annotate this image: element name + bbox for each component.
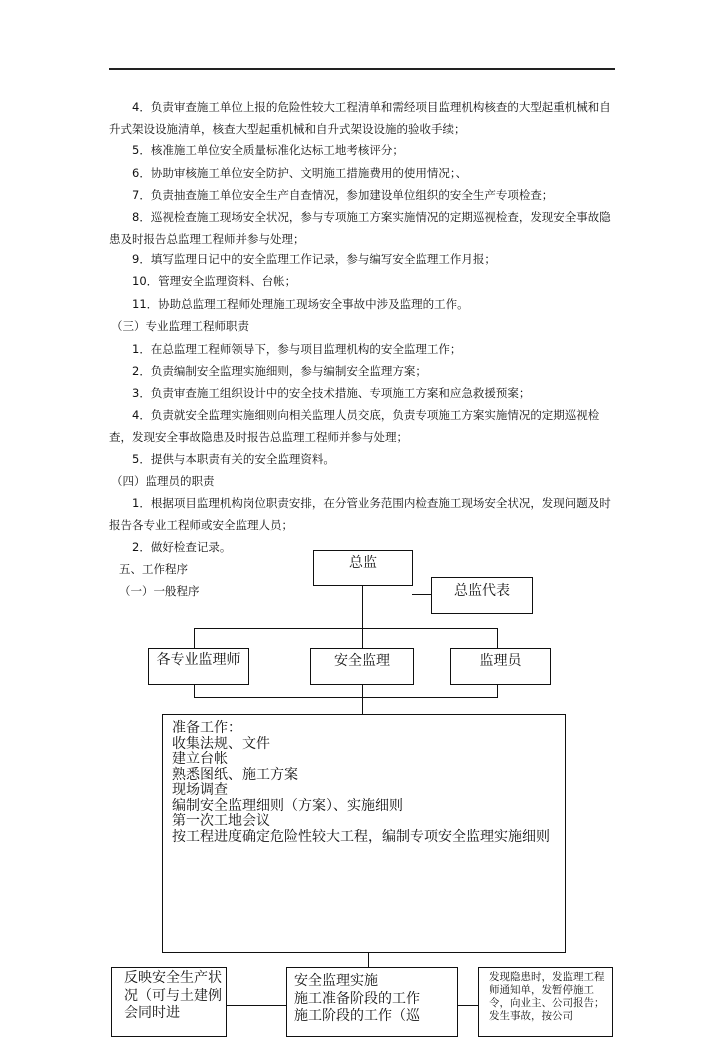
connector-line [226,1005,286,1006]
header-rule [109,68,615,70]
paragraph: 4．负责审查施工单位上报的危险性较大工程清单和需经项目监理机构核查的大型起重机械和自升式架设设施清单，核查大型起重机械和自升式架设设施的验收手续； [109,100,611,136]
paragraph: 5．核准施工单位安全质量标准化达标工地考核评分； [132,143,404,157]
preparation-item: 收集法规、文件 [172,735,270,752]
paragraph: 1．在总监理工程师领导下，参与项目监理机构的安全监理工作； [132,342,462,356]
connector-line [497,684,498,698]
connector-line [194,684,195,698]
paragraph: 11．协助总监理工程师处理施工现场安全事故中涉及监理的工作。 [132,297,469,311]
chief-supervisor-box: 总监 [313,550,413,586]
paragraph: 10．管理安全监理资料、台帐； [132,274,297,288]
report-safety-status-box: 反映安全生产状况（可与土建例会同时进 [111,967,227,1037]
connector-line [497,628,498,648]
subsection-heading: （一）一般程序 [119,584,200,598]
paragraph: 2．做好检查记录。 [132,540,232,554]
specialist-supervisor-box: 各专业监理师 [148,648,249,685]
connector-line [362,628,363,648]
preparation-item: 现场调查 [172,782,228,798]
section-heading: 五、工作程序 [119,562,188,576]
safety-supervisor-box: 安全监理 [310,648,414,685]
connector-line [412,594,432,595]
connector-line [368,952,369,967]
preparation-item: 按工程进度确定危险性较大工程，编制专项安全监理实施细则 [172,828,550,845]
paragraph: 4．负责就安全监理实施细则向相关监理人员交底，负责专项施工方案实施情况的定期巡视检查，发现安全事故隐患及时报告总监理工程师并参与处理； [109,408,600,444]
section-heading: （三）专业监理工程师职责 [111,319,249,333]
connector-line [194,697,498,698]
section-heading: （四）监理员的职责 [111,474,215,488]
safety-implementation-box [286,967,458,1037]
preparation-title: 准备工作： [172,720,242,736]
preparation-work-box [162,714,566,953]
connector-line [362,585,363,629]
preparation-item: 熟悉图纸、施工方案 [172,766,298,783]
chief-representative-box: 总监代表 [431,577,533,614]
implementation-line: 施工阶段的工作（巡 [294,1008,420,1024]
implementation-line: 安全监理实施 [294,973,378,989]
inspector-box: 监理员 [450,648,551,685]
paragraph: 8．巡视检查施工现场安全状况，参与专项施工方案实施情况的定期巡视检查，发现安全事故隐患及时报告总监理工程师并参与处理； [109,210,611,246]
preparation-item: 编制安全监理细则（方案）、实施细则 [172,797,403,814]
connector-line [457,1005,478,1006]
connector-line [194,628,498,629]
paragraph: 2．负责编制安全监理实施细则，参与编制安全监理方案； [132,364,427,378]
connector-line [194,628,195,648]
hazard-handling-box: 发现隐患时，发监理工程师通知单，发暂停施工令，向业主、公司报告；发生事故，按公司 [478,967,613,1037]
paragraph: 5．提供与本职责有关的安全监理资料。 [132,452,335,466]
paragraph: 1．根据项目监理机构岗位职责安排，在分管业务范围内检查施工现场安全状况，发现问题及时报告各专业工程师或安全监理人员； [109,496,611,532]
preparation-item: 第一次工地会议 [172,813,270,829]
connector-line [362,684,363,714]
paragraph: 3．负责审查施工组织设计中的安全技术措施、专项施工方案和应急救援预案； [132,386,531,400]
paragraph: 9．填写监理日记中的安全监理工作记录，参与编写安全监理工作月报； [132,252,496,266]
preparation-item: 建立台帐 [172,751,228,767]
paragraph: 7．负责抽查施工单位安全生产自查情况，参加建设单位组织的安全生产专项检查； [132,188,554,202]
implementation-line: 施工准备阶段的工作 [294,990,420,1007]
paragraph: 6．协助审核施工单位安全防护、文明施工措施费用的使用情况；、 [132,166,468,180]
